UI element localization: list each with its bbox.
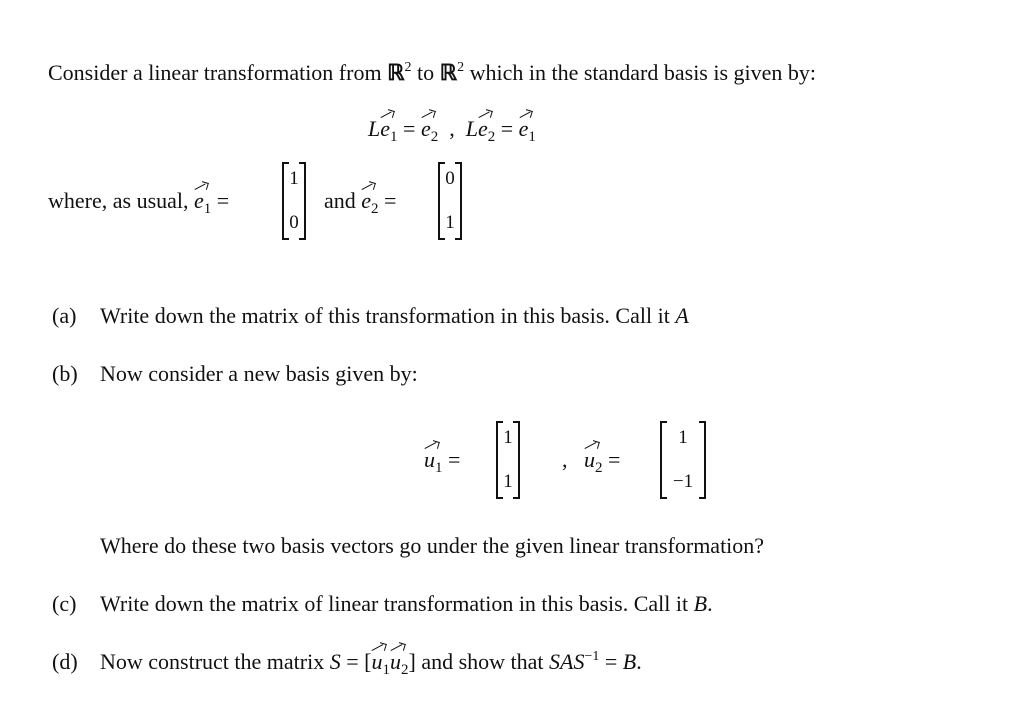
and-word: and	[324, 188, 356, 213]
matrix-entry: 1	[289, 168, 299, 189]
intro-line	[48, 60, 816, 86]
basis-vector-e: e	[194, 188, 204, 213]
equals-sign: =	[403, 116, 416, 141]
part-d: (d) Now construct the matrix $S = [u_1u_2]$ and show that $SAS^{-1} = B$.	[52, 649, 642, 678]
subscript: 2	[430, 129, 439, 145]
and-show-text: and show that	[421, 649, 544, 674]
basis-vector-u: u	[584, 447, 595, 472]
equals-sign: =	[346, 649, 359, 674]
where-line-left	[48, 188, 230, 217]
part-c-text: Write down the matrix of linear transformation in this basis. Call it	[100, 591, 689, 616]
matrix-entry: 1	[678, 427, 688, 448]
equals-sign: =	[500, 116, 514, 141]
part-c-label: (c)	[52, 591, 77, 616]
equals-sign: =	[216, 188, 230, 213]
matrix-a-symbol: A	[675, 303, 689, 328]
equals-sign: =	[608, 447, 621, 472]
part-d-label: (d)	[52, 649, 78, 674]
u1-column-vector	[496, 423, 520, 497]
part-b-label: (b)	[52, 361, 78, 386]
equals-sign: =	[604, 649, 618, 674]
matrix-entry: 0	[445, 168, 455, 189]
intro-after: which in the standard basis is given by:	[469, 60, 817, 85]
operator-l: L	[465, 116, 478, 141]
basis-vector-u: u	[389, 649, 401, 674]
matrix-b-symbol: B	[622, 649, 637, 674]
operator-l: L	[368, 116, 381, 141]
part-b	[52, 361, 418, 387]
subscript: 1	[390, 129, 398, 145]
basis-vector-e: e	[380, 116, 391, 141]
intro-to: to	[417, 60, 435, 85]
basis-vector-e: e	[361, 188, 372, 213]
comma-separator: ,	[449, 116, 455, 141]
part-b-followup	[100, 533, 764, 559]
subscript: 2	[371, 201, 379, 217]
basis-vector-e: e	[477, 116, 488, 141]
e2-column-vector	[438, 164, 462, 238]
intro-before: Consider a linear transformation from	[48, 60, 382, 85]
u2-definition	[562, 447, 621, 476]
u1-definition	[424, 447, 461, 476]
matrix-s-symbol: S	[329, 649, 341, 674]
inverse-exponent: −1	[584, 649, 600, 664]
matrix-entry: 1	[503, 471, 513, 492]
basis-vector-e: e	[518, 116, 529, 141]
real-space-symbol-2: ℝ	[439, 60, 458, 85]
matrix-entry: −1	[672, 471, 694, 492]
subscript: 2	[595, 460, 603, 476]
subscript: 2	[400, 662, 409, 678]
matrix-entry: 1	[445, 212, 455, 233]
part-c	[52, 591, 713, 617]
equals-sign: =	[448, 447, 461, 472]
real-space-symbol: ℝ	[387, 60, 405, 85]
where-prefix: where, as usual,	[48, 188, 189, 213]
comma-separator: ,	[562, 447, 568, 472]
part-b-text: Now consider a new basis given by:	[100, 361, 418, 386]
part-a	[52, 303, 689, 329]
basis-vector-u: u	[371, 649, 383, 674]
period: .	[636, 649, 642, 674]
matrix-entry: 1	[503, 427, 513, 448]
part-a-label: (a)	[52, 303, 77, 328]
e1-column-vector	[282, 164, 306, 238]
part-a-text: Write down the matrix of this transformation in this basis. Call it	[100, 303, 670, 328]
transformation-definition	[368, 116, 536, 145]
basis-vector-u: u	[424, 447, 435, 472]
matrix-b-symbol: B	[693, 591, 708, 616]
u2-column-vector	[660, 423, 706, 497]
part-d-text: Now construct the matrix	[100, 649, 325, 674]
dimension-exponent-2: 2	[457, 60, 465, 75]
part-b-followup-text: Where do these two basis vectors go under the given linear transformation?	[100, 533, 765, 558]
subscript: 1	[203, 201, 212, 217]
where-line-middle	[324, 188, 397, 217]
basis-vector-e: e	[420, 116, 431, 141]
dimension-exponent: 2	[404, 60, 412, 75]
sas-expression: SAS	[549, 649, 585, 674]
subscript: 2	[487, 129, 496, 145]
matrix-entry: 0	[289, 212, 299, 233]
equals-sign: =	[384, 188, 397, 213]
subscript: 1	[435, 460, 443, 476]
subscript: 1	[528, 129, 536, 145]
period: .	[707, 591, 713, 616]
subscript: 1	[382, 662, 390, 678]
